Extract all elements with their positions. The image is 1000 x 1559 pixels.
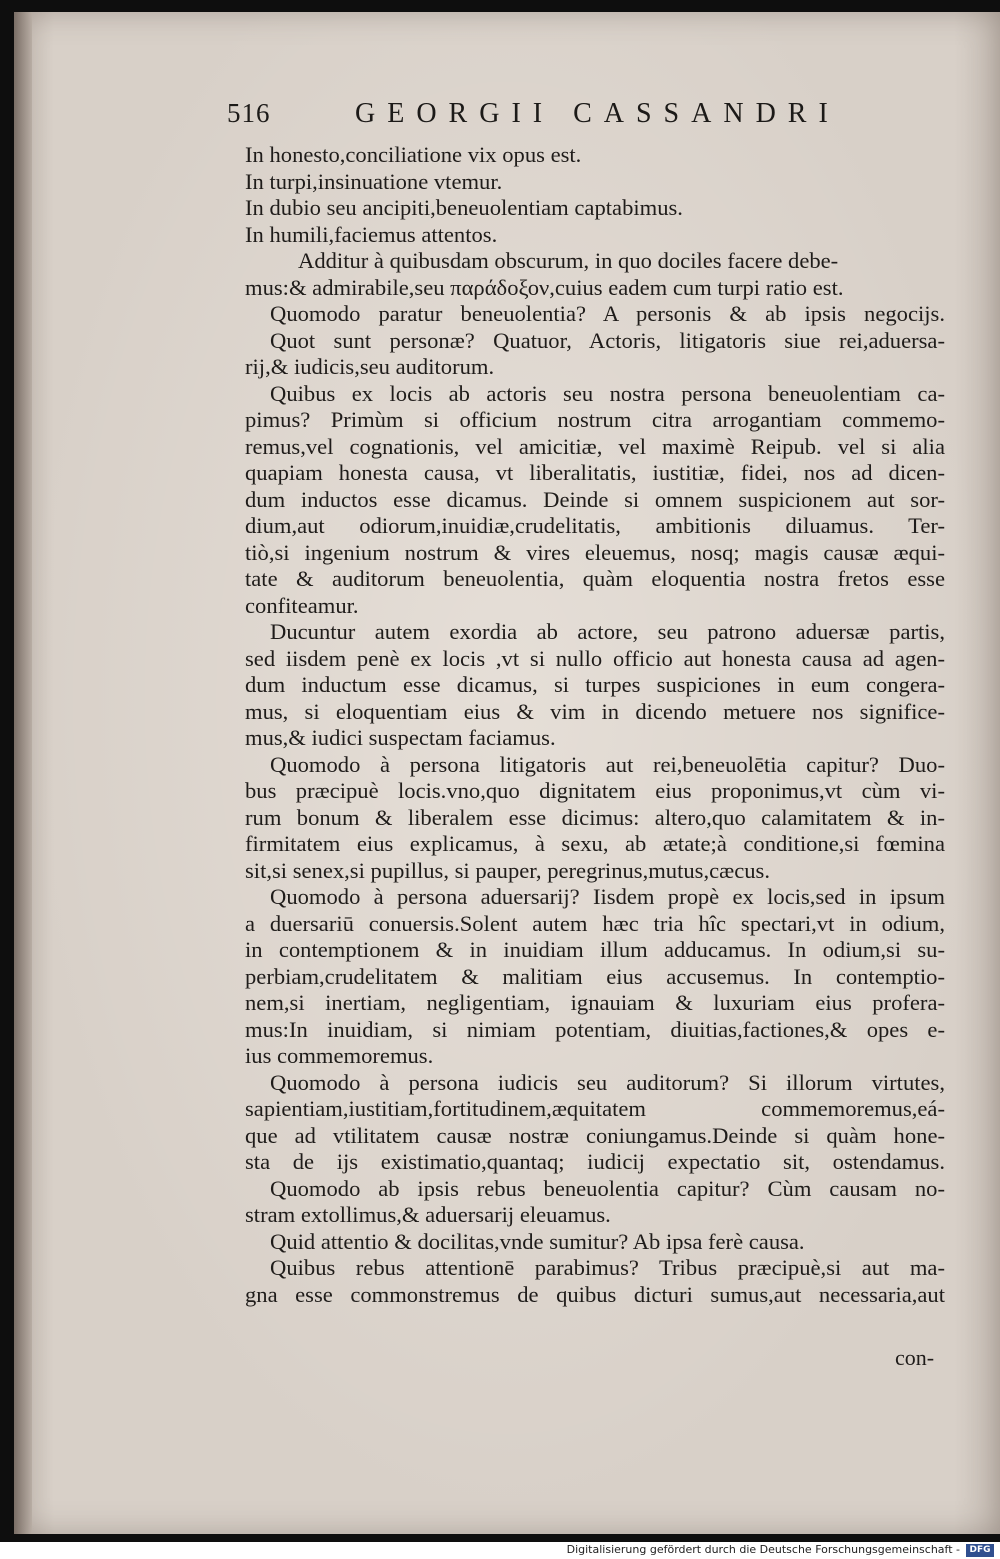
text-line: Quid attentio & docilitas,vnde sumitur? Ab ipsa ferè causa.: [270, 1228, 805, 1254]
text-line: Quibus rebus attentionē parabimus? Tribus præcipuè,si aut ma-: [270, 1255, 945, 1280]
page-header: [227, 98, 867, 140]
text-line: Quomodo paratur beneuolentia? A personis & ab ipsis negocijs.: [270, 301, 945, 326]
text-line: perbiam,crudelitatem & malitiam eius accusemus. In contemptio-: [245, 963, 945, 989]
text-line: mus:In inuidiam, si nimiam potentiam, diuitias,factiones,& opes e-: [245, 1016, 945, 1042]
text-line: In dubio seu ancipiti,beneuolentiam captabimus.: [245, 195, 683, 220]
text-line: In humili,faciemus attentos.: [245, 221, 498, 247]
text-line: gna esse commonstremus de quibus dicturi sumus,aut necessaria,aut: [245, 1281, 945, 1307]
text-line: sta de ijs existimatio,quantaq; iudicij expectatio sit, ostendamus.: [245, 1149, 945, 1174]
text-line: stram extollimus,& aduersarij eleuamus.: [245, 1202, 611, 1227]
text-line: In turpi,insinuatione vtemur.: [245, 168, 503, 194]
text-line: Ducuntur autem exordia ab actore, seu patrono aduersæ partis,: [270, 619, 945, 644]
text-line: nem,si inertiam, negligentiam, ignauiam & luxuriam eius profera-: [245, 990, 945, 1015]
text-line: rum bonum & liberalem esse dicimus: altero,quo calamitatem & in-: [245, 804, 945, 830]
text-line: ius commemoremus.: [245, 1043, 434, 1068]
text-line: que ad vtilitatem causæ nostræ coniungamus.Deinde si quàm hone-: [245, 1122, 945, 1148]
text-line: sit,si senex,si pupillus, si pauper, peregrinus,mutus,cæcus.: [245, 857, 770, 883]
text-line: firmitatem eius explicamus, à sexu, ab ætate;à conditione,si fœmina: [245, 831, 945, 856]
text-line: Quot sunt personæ? Quatuor, Actoris, litigatoris siue rei,aduersa-: [270, 327, 945, 353]
text-line: sapientiam,iustitiam,fortitudinem,æquitatem commemoremus,eá-: [245, 1096, 945, 1121]
text-line: sed iisdem penè ex locis ,vt si nullo officio aut honesta causa ad agen-: [245, 645, 945, 671]
funding-credit: Digitalisierung gefördert durch die Deutsche Forschungsgemeinschaft -: [566, 1543, 960, 1556]
text-line: remus,vel cognationis, vel amicitiæ, vel maximè Reipub. vel si alia: [245, 433, 945, 459]
text-line: dum inductum esse dicamus, si turpes suspiciones in eum congera-: [245, 672, 945, 697]
text-line: in contemptionem & in inuidiam illum adducamus. In odium,si su-: [245, 937, 945, 962]
page-gutter: [14, 12, 32, 1534]
page-number: 516: [227, 98, 271, 128]
text-line: bus præcipuè locis.vno,quo dignitatem eius proponimus,vt cùm vi-: [245, 778, 945, 803]
text-line: confiteamur.: [245, 592, 359, 618]
text-line: Quomodo ab ipsis rebus beneuolentia capitur? Cùm causam no-: [270, 1175, 945, 1201]
text-line: Quomodo à persona aduersarij? Iisdem propè ex locis,sed in ipsum: [270, 884, 945, 909]
text-line: quapiam honesta causa, vt liberalitatis, iustitiæ, fidei, nos ad dicen-: [245, 460, 945, 485]
text-line: In honesto,conciliatione vix opus est.: [245, 142, 582, 167]
text-line: mus, si eloquentiam eius & vim in dicendo metuere nos significe-: [245, 698, 945, 724]
dfg-logo-icon: DFG: [966, 1544, 994, 1557]
text-line: tate & auditorum beneuolentia, quàm eloquentia nostra fretos esse: [245, 566, 945, 591]
text-line: Quomodo à persona iudicis seu auditorum? Si illorum virtutes,: [270, 1069, 945, 1095]
catchword: con-: [895, 1345, 935, 1370]
digitization-footer: [0, 1542, 1000, 1559]
text-line: pimus? Primùm si officium nostrum citra arrogantiam commemo-: [245, 407, 945, 432]
body-text: [245, 142, 945, 1308]
text-line: Quomodo à persona litigatoris aut rei,beneuolētia capitur? Duo-: [270, 751, 945, 777]
text-line: rij,& iudicis,seu auditorum.: [245, 354, 495, 379]
text-line: Additur à quibusdam obscurum, in quo dociles facere debe-: [298, 248, 839, 273]
running-head: GEORGII CASSANDRI: [355, 98, 840, 129]
text-line: a duersariū conuersis.Solent autem hæc tria hîc spectari,vt in odium,: [245, 910, 945, 936]
text-line: dium,aut odiorum,inuidiæ,crudelitatis, ambitionis diluamus. Ter-: [245, 513, 945, 538]
text-line: dum inductos esse dicamus. Deinde si omnem suspicionem aut sor-: [245, 486, 945, 512]
text-line: mus,& iudici suspectam faciamus.: [245, 725, 556, 750]
text-line: mus:& admirabile,seu παράδοξον,cuius eadem cum turpi ratio est.: [245, 274, 844, 300]
text-line: Quibus ex locis ab actoris seu nostra persona beneuolentiam ca-: [270, 380, 945, 406]
text-line: tiò,si ingenium nostrum & vires eleuemus, nosq; magis causæ æqui-: [245, 539, 945, 565]
